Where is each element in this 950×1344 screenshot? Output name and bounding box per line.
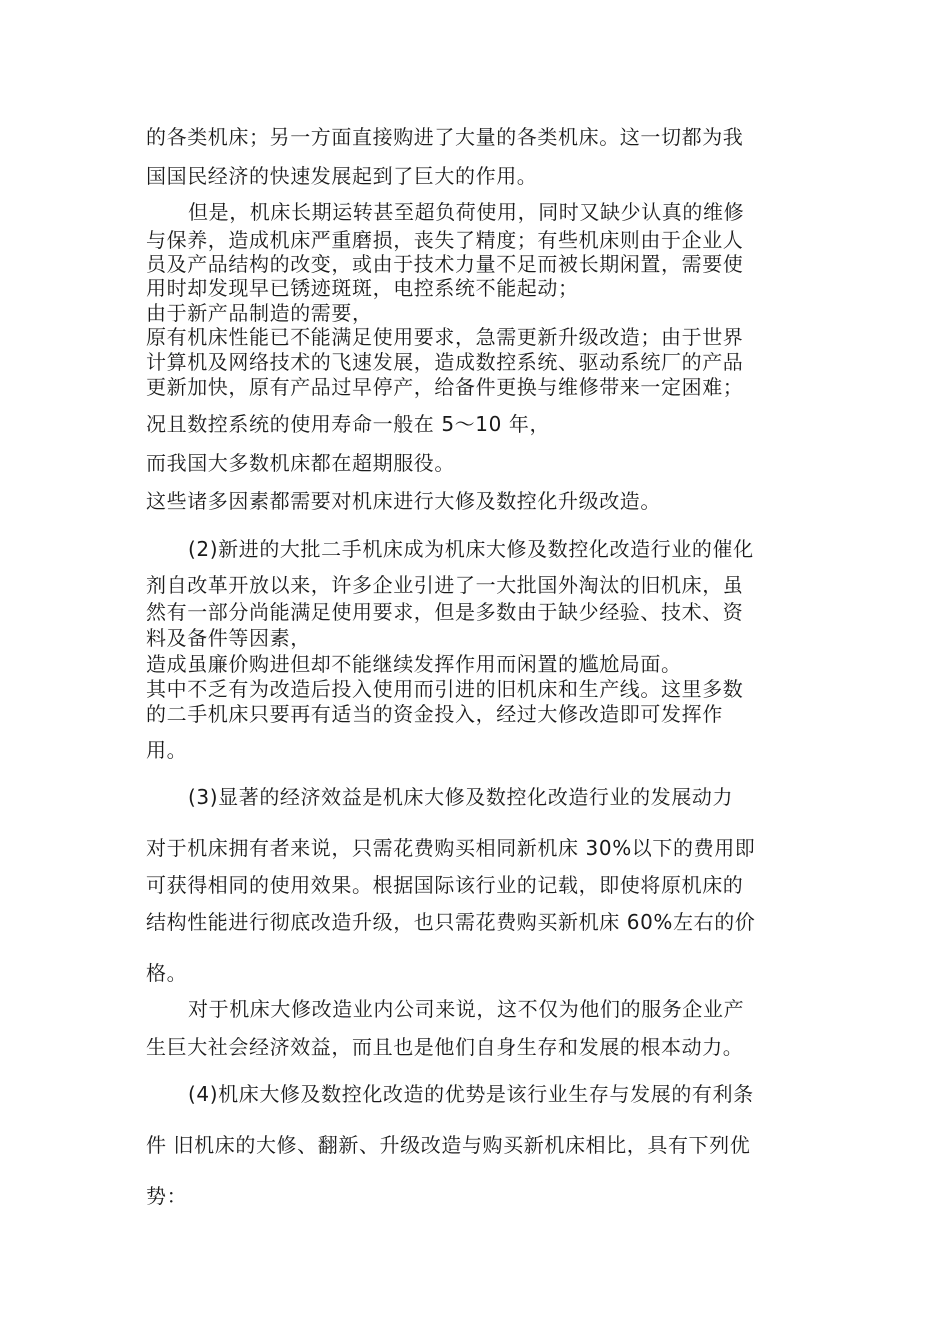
text-line: 用时却发现早已锈迹斑斑，电控系统不能起动；: [146, 276, 579, 300]
text-line: 格。: [146, 961, 188, 985]
text-line: 造成虽廉价购进但却不能继续发挥作用而闲置的尴尬局面。: [146, 652, 682, 676]
paragraph-first-line: 但是，机床长期运转甚至超负荷使用，同时又缺少认真的维修: [188, 200, 745, 224]
text-line: 然有一部分尚能满足使用要求，但是多数由于缺少经验、技术、资: [146, 600, 744, 624]
text-line: 件 旧机床的大修、翻新、升级改造与购买新机床相比，具有下列优: [146, 1133, 751, 1157]
text-line: 的各类机床；另一方面直接购进了大量的各类机床。这一切都为我: [146, 125, 744, 149]
text-line: 计算机及网络技术的飞速发展，造成数控系统、驱动系统厂的产品: [146, 350, 744, 374]
text-line: 可获得相同的使用效果。根据国际该行业的记载，即使将原机床的: [146, 873, 744, 897]
text-line: 料及备件等因素，: [146, 626, 311, 650]
text-line: 生巨大社会经济效益，而且也是他们自身生存和发展的根本动力。: [146, 1035, 744, 1059]
section-heading-4: (4)机床大修及数控化改造的优势是该行业生存与发展的有利条: [188, 1082, 754, 1106]
text-line: 由于新产品制造的需要，: [146, 301, 373, 325]
text-line: 员及产品结构的改变，或由于技术力量不足而被长期闲置，需要使: [146, 252, 744, 276]
text-line: 剂自改革开放以来，许多企业引进了一大批国外淘汰的旧机床，虽: [146, 573, 744, 597]
text-line: 这些诸多因素都需要对机床进行大修及数控化升级改造。: [146, 489, 661, 513]
text-line: 原有机床性能已不能满足使用要求，急需更新升级改造；由于世界: [146, 325, 744, 349]
section-heading-2: (2)新进的大批二手机床成为机床大修及数控化改造行业的催化: [188, 537, 754, 561]
text-line: 对于机床拥有者来说，只需花费购买相同新机床 30%以下的费用即: [146, 836, 756, 860]
text-line: 势：: [146, 1184, 188, 1208]
text-line: 而我国大多数机床都在超期服役。: [146, 451, 455, 475]
paragraph-first-line: 对于机床大修改造业内公司来说，这不仅为他们的服务企业产: [188, 997, 745, 1021]
text-line: 况且数控系统的使用寿命一般在 5～10 年，: [146, 412, 551, 436]
text-line: 更新加快，原有产品过早停产，给备件更换与维修带来一定困难；: [146, 375, 744, 399]
text-line: 用。: [146, 738, 188, 762]
text-line: 结构性能进行彻底改造升级，也只需花费购买新机床 60%左右的价: [146, 910, 756, 934]
section-heading-3: (3)显著的经济效益是机床大修及数控化改造行业的发展动力: [188, 785, 734, 809]
text-line: 的二手机床只要再有适当的资金投入，经过大修改造即可发挥作: [146, 702, 723, 726]
text-line: 国国民经济的快速发展起到了巨大的作用。: [146, 164, 538, 188]
text-line: 与保养，造成机床严重磨损，丧失了精度；有些机床则由于企业人: [146, 228, 744, 252]
text-line: 其中不乏有为改造后投入使用而引进的旧机床和生产线。这里多数: [146, 677, 744, 701]
